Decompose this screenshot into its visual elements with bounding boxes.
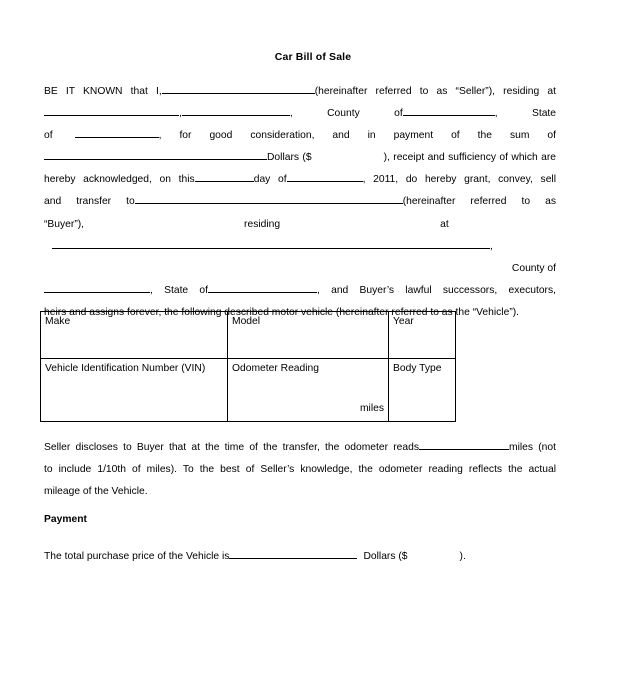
odometer-reading-blank[interactable] xyxy=(419,438,509,450)
intro-line-11: heirs and assigns forever, the following described motor vehicle (hereinafter referred to as the “Vehicle”). xyxy=(44,306,520,318)
table-cell-make[interactable]: Make xyxy=(41,312,228,359)
intro-line-5-text-a: hereby acknowledged, on this xyxy=(44,174,195,186)
buyer-name-blank[interactable] xyxy=(135,192,403,204)
odometer-line-1-text-b: miles (not xyxy=(509,442,556,453)
intro-line-3-text-a: of xyxy=(44,130,53,142)
payment-line-1 xyxy=(44,546,556,568)
intro-line-10-text-b: , and Buyer’s lawful successors, executors, xyxy=(317,284,556,296)
intro-paragraph xyxy=(44,81,556,324)
odometer-line-3: mileage of the Vehicle. xyxy=(44,486,148,498)
table-cell-body-type[interactable]: Body Type xyxy=(389,359,456,422)
intro-line-7-text-c: at xyxy=(440,218,449,230)
table-cell-year[interactable]: Year xyxy=(389,312,456,359)
intro-line-10-text-a: , State of xyxy=(150,284,208,296)
odometer-line-1-text-a: Seller discloses to Buyer that at the time of the transfer, the odometer reads xyxy=(44,442,420,453)
buyer-address-blank[interactable] xyxy=(52,237,490,249)
seller-state-blank[interactable] xyxy=(75,126,159,138)
intro-line-2-text-b: , xyxy=(179,108,182,120)
odometer-line-1 xyxy=(44,437,556,459)
intro-line-6 xyxy=(44,191,556,213)
intro-line-8 xyxy=(44,236,556,258)
seller-name-blank[interactable] xyxy=(162,82,315,94)
odometer-line-2: to include 1/10th of miles). To the best of Seller’s knowledge, the odometer reading reflects the actual xyxy=(44,464,556,476)
table-row xyxy=(41,359,456,422)
table-cell-odometer-unit: miles xyxy=(359,403,384,414)
month-blank[interactable] xyxy=(287,170,363,182)
table-cell-odometer-label: Odometer Reading xyxy=(232,363,320,374)
intro-line-8-text-b: , xyxy=(490,240,493,252)
odometer-disclosure-paragraph xyxy=(44,437,556,503)
seller-address-blank[interactable] xyxy=(44,104,179,116)
buyer-state-blank[interactable] xyxy=(208,281,317,293)
intro-line-2 xyxy=(44,103,556,125)
intro-line-7-text-b: residing xyxy=(244,218,281,230)
page-title: Car Bill of Sale xyxy=(274,51,352,63)
payment-line-1-text-a: The total purchase price of the Vehicle is xyxy=(44,551,230,562)
intro-line-4-text-a: Dollars ($ xyxy=(267,152,312,164)
intro-line-2-text-d: , State xyxy=(494,108,557,120)
intro-line-2-text-c: , County of xyxy=(289,108,403,120)
table-row xyxy=(41,312,456,359)
intro-line-4 xyxy=(44,147,556,169)
intro-line-1-text-b: (hereinafter referred to as “Seller”), residing at xyxy=(314,86,556,97)
table-cell-odometer[interactable] xyxy=(228,359,389,422)
day-blank[interactable] xyxy=(195,170,254,182)
sum-words-blank[interactable] xyxy=(44,148,267,160)
intro-line-10 xyxy=(44,280,556,302)
buyer-county-blank[interactable] xyxy=(44,281,150,293)
intro-line-3-text-b: , for good consideration, and in payment of the sum of xyxy=(158,130,556,142)
intro-line-3 xyxy=(44,125,556,147)
seller-county-blank[interactable] xyxy=(403,104,495,116)
payment-paragraph xyxy=(44,546,556,568)
intro-line-4-text-b: ), receipt and sufficiency of which are xyxy=(383,152,556,164)
table-cell-vin[interactable]: Vehicle Identification Number (VIN) xyxy=(41,359,228,422)
payment-line-1-text-b: Dollars ($ xyxy=(363,551,408,562)
section-heading-payment: Payment xyxy=(44,514,87,525)
intro-line-9 xyxy=(44,258,556,280)
intro-line-5-text-c: , 2011, do hereby grant, convey, sell xyxy=(362,174,556,186)
intro-line-5 xyxy=(44,169,556,191)
table-cell-model[interactable]: Model xyxy=(228,312,389,359)
intro-line-5-text-b: day of xyxy=(253,174,287,186)
intro-line-7-text-a: “Buyer”), xyxy=(44,218,85,230)
intro-line-6-text-b: (hereinafter referred to as xyxy=(402,196,556,208)
intro-line-1 xyxy=(44,81,556,103)
seller-city-blank[interactable] xyxy=(182,104,290,116)
intro-line-1-text-a: BE IT KNOWN that I, xyxy=(44,86,162,97)
vehicle-details-table xyxy=(40,311,456,422)
purchase-price-words-blank[interactable] xyxy=(229,547,357,559)
intro-line-9-text-a: County of xyxy=(511,262,556,274)
intro-line-7 xyxy=(44,214,556,236)
intro-line-6-text-a: and transfer to xyxy=(44,196,135,208)
payment-line-1-text-c: ). xyxy=(459,551,466,562)
